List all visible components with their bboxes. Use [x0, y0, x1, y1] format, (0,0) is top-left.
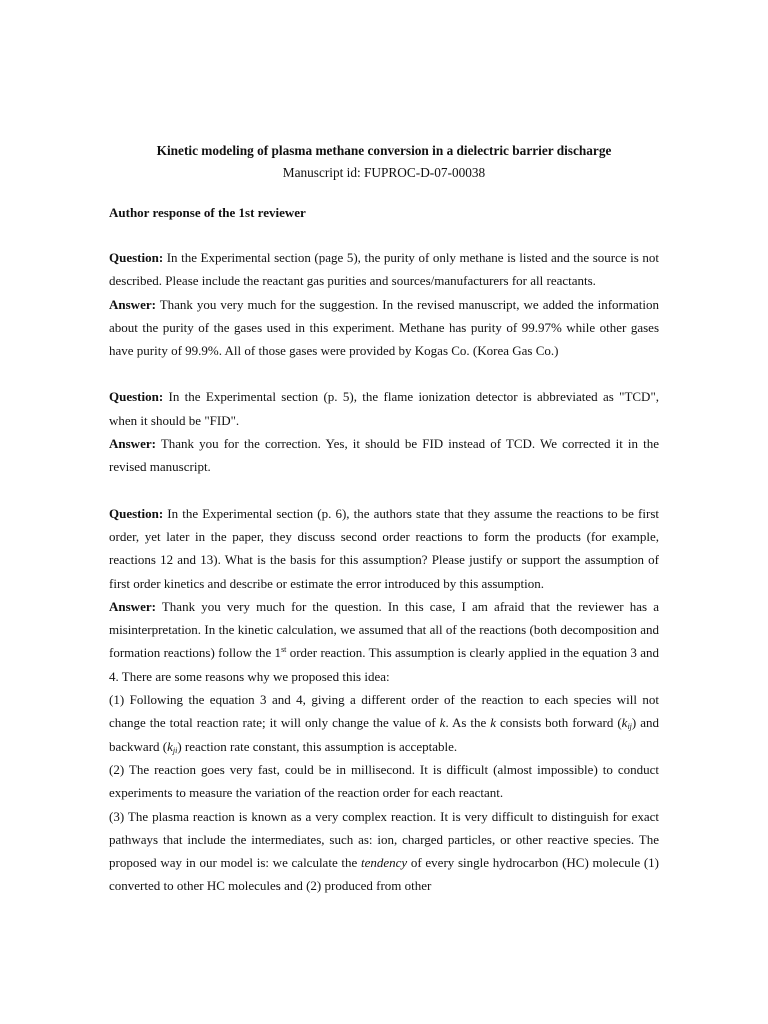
point-1-text: ) reaction rate constant, this assumption is acceptable.: [177, 738, 458, 754]
answer-2: [109, 432, 659, 479]
point-1-text: ) and backward (: [109, 715, 659, 754]
forward-rate-constant: [622, 715, 632, 730]
section-heading: Author response of the 1st reviewer: [109, 205, 306, 220]
answer-3-point-3: [109, 805, 659, 898]
answer-1-text: Thank you very much for the suggestion. In the revised manuscript, we added the information about the purity of the gases used in this experiment. Methane has purity of 99.97% while other gases have purity of 99.9%. All of those gases were provided by Kogas Co. (Korea Gas Co.): [109, 296, 659, 359]
point-3-text: (3) The plasma reaction is known as a very complex reaction. It is very difficult to distinguish for exact pathways that include the intermediates, such as: ion, charged particles, or other reactive species. The proposed way in our model is: we calculate the: [109, 808, 659, 871]
answer-label: Answer:: [109, 436, 156, 452]
question-label: Question:: [109, 389, 164, 405]
answer-3-point-2: (2) The reaction goes very fast, could be in millisecond. It is difficult (almost impossible) to conduct experiments to measure the variation of the reaction order for each reactant.: [109, 761, 659, 801]
answer-label: Answer:: [109, 598, 156, 614]
answer-label: Answer:: [109, 296, 156, 312]
point-1-text: . As the: [445, 715, 491, 731]
rate-constant-symbol: k: [621, 715, 628, 731]
answer-3: [109, 595, 659, 688]
question-1: [109, 246, 659, 293]
question-2: [109, 385, 659, 432]
point-1-text: (1) Following the equation 3 and 4, giving a different order of the reaction to each species will not change the total reaction rate; it will only change the value of: [109, 692, 659, 731]
answer-3-point-1: [109, 688, 659, 758]
question-1-text: In the Experimental section (page 5), the purity of only methane is listed and the source is not described. Please include the reactant gas purities and sources/manufacturers for all reactants.: [109, 250, 659, 289]
question-2-text: In the Experimental section (p. 5), the flame ionization detector is abbreviated as "TCD", when it should be "FID".: [109, 389, 659, 428]
subscript-ji: ji: [172, 745, 178, 755]
rate-constant-symbol: k: [167, 738, 173, 754]
backward-rate-constant: [167, 739, 177, 754]
ordinal-superscript: st: [281, 645, 287, 655]
answer-3-text-b: order reaction. This assumption is clearly applied in the equation 3 and 4. There are some reasons why we proposed this idea:: [109, 645, 660, 684]
answer-3-text-a: Thank you very much for the question. In this case, I am afraid that the reviewer has a misinterpretation. In the kinetic calculation, we assumed that all of the reactions (both decomposition and formation reactions) follow the 1: [109, 598, 660, 661]
question-label: Question:: [109, 505, 164, 521]
answer-1: [109, 293, 659, 363]
document-page: [109, 142, 659, 898]
manuscript-id: Manuscript id: FUPROC-D-07-00038: [282, 165, 486, 180]
rate-constant-symbol: k: [490, 715, 497, 731]
rate-constant-symbol: k: [439, 715, 446, 731]
point-1-text: consists both forward (: [496, 715, 622, 731]
question-label: Question:: [109, 250, 164, 265]
tendency-term: tendency: [360, 855, 408, 871]
question-3-text: In the Experimental section (p. 6), the authors state that they assume the reactions to be first order, yet later in the paper, they discuss second order reactions to form the products (for example, reactions 12 and 13). What is the basis for this assumption? Please justify or support the assumption of first order kinetics and describe or estimate the error introduced by this assumption.: [109, 505, 659, 591]
answer-2-text: Thank you for the correction. Yes, it should be FID instead of TCD. We corrected it in the revised manuscript.: [109, 436, 659, 475]
document-title: Kinetic modeling of plasma methane conversion in a dielectric barrier discharge: [156, 143, 612, 158]
point-3-text: of every single hydrocarbon (HC) molecule (1) converted to other HC molecules and (2) produced from other: [109, 855, 659, 894]
question-3: [109, 502, 659, 595]
subscript-ij: ij: [627, 722, 632, 732]
